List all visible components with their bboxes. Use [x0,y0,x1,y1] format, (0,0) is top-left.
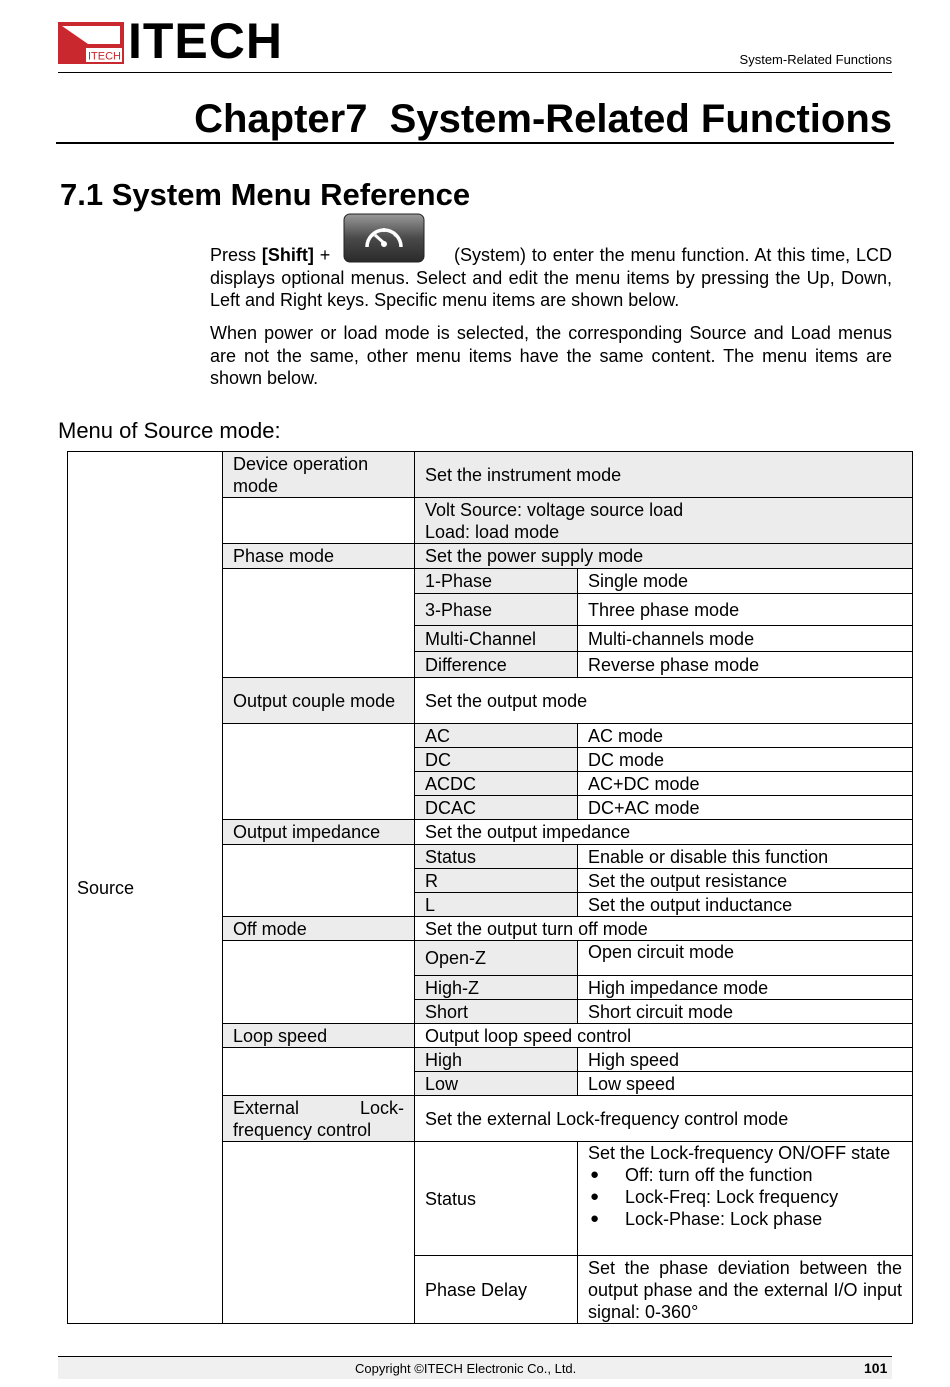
couple-opt-desc: DC+AC mode [578,796,913,820]
phase-opt: 1-Phase [415,569,578,594]
itech-logo-mark [58,22,124,64]
intro-paragraph-2: When power or load mode is selected, the corresponding Source and Load menus are not the same, other menu items have the same content. The menu items are shown below. [210,323,892,388]
couple-opt: AC [415,724,578,748]
header-section-title: System-Related Functions [739,52,892,67]
loop-opt: Low [415,1072,578,1096]
impedance-opt: Status [415,845,578,869]
device-op-desc: Set the instrument mode [415,452,913,498]
impedance-opt: L [415,893,578,917]
phase-opt-desc: Multi-channels mode [578,626,913,652]
lock-bullet-list [588,1164,902,1230]
section-title: 7.1 System Menu Reference [60,177,471,212]
chapter-title: Chapter7 System-Related Functions [194,97,892,141]
intro-press: Press [210,245,262,265]
page-number: 101 [864,1360,888,1376]
lock-label: External Lock- frequency control [223,1096,415,1142]
lock-desc: Set the external Lock-frequency control mode [415,1096,913,1142]
couple-opt: ACDC [415,772,578,796]
loop-opt-desc: High speed [578,1048,913,1072]
phase-opt: Difference [415,652,578,678]
off-opt-desc: Short circuit mode [578,1000,913,1024]
impedance-spacer [223,845,415,917]
couple-desc: Set the output mode [415,678,913,724]
loop-opt-desc: Low speed [578,1072,913,1096]
off-opt-desc: Open circuit mode [578,941,913,976]
phase-desc: Set the power supply mode [415,544,913,569]
couple-spacer [223,724,415,820]
couple-label: Output couple mode [223,678,415,724]
phase-spacer [223,569,415,678]
lock-bullet: ● Off: turn off the function [588,1164,902,1186]
couple-opt: DCAC [415,796,578,820]
couple-opt-desc: DC mode [578,748,913,772]
phase-opt-desc: Single mode [578,569,913,594]
lock-spacer [223,1142,415,1324]
couple-opt-desc: AC+DC mode [578,772,913,796]
off-spacer [223,941,415,1024]
impedance-opt-desc: Set the output resistance [578,869,913,893]
loop-opt: High [415,1048,578,1072]
phase-opt-desc: Three phase mode [578,594,913,626]
phase-label: Phase mode [223,544,415,569]
shift-key-text: [Shift] [261,245,314,265]
intro-plus: + [313,245,337,265]
header-rule [58,72,892,73]
phase-opt: Multi-Channel [415,626,578,652]
off-opt: Short [415,1000,578,1024]
off-opt: Open-Z [415,941,578,976]
phase-opt: 3-Phase [415,594,578,626]
off-opt: High-Z [415,976,578,1000]
intro-paragraph-1 [210,244,892,312]
impedance-opt: R [415,869,578,893]
couple-opt-desc: AC mode [578,724,913,748]
phase-delay-label: Phase Delay [415,1256,578,1324]
footer-copyright: Copyright ©ITECH Electronic Co., Ltd. [355,1361,577,1376]
lock-bullet: ● Lock-Phase: Lock phase [588,1208,902,1230]
off-desc: Set the output turn off mode [415,917,913,941]
system-key-icon [343,213,425,263]
lock-bullet: ● Lock-Freq: Lock frequency [588,1186,902,1208]
device-op-opt2: Load: load mode [425,521,560,542]
impedance-label: Output impedance [223,820,415,845]
chapter-rule [56,142,894,144]
phase-delay-desc: Set the phase deviation between the output phase and the external I/O input signal: 0-360° [578,1256,913,1324]
off-label: Off mode [223,917,415,941]
impedance-opt-desc: Set the output inductance [578,893,913,917]
intro-rest: (System) to enter the menu function. At this time, LCD displays optional menus. Select and edit the menu items by pressing the Up, Down, Left and Right keys. Specific menu items are shown below. [210,245,893,310]
lock-status-desc-text: Set the Lock-frequency ON/OFF state [588,1143,891,1163]
source-root-cell: Source [68,452,223,1324]
lock-status-desc [578,1142,913,1256]
device-op-options [415,498,913,544]
impedance-desc: Set the output impedance [415,820,913,845]
itech-logo-text: ITECH [128,13,283,69]
logo-mark-text: ITECH [88,50,121,63]
source-menu-table [67,451,913,1324]
phase-opt-desc: Reverse phase mode [578,652,913,678]
loop-spacer [223,1048,415,1096]
loop-desc: Output loop speed control [415,1024,913,1048]
impedance-opt-desc: Enable or disable this function [578,845,913,869]
loop-label: Loop speed [223,1024,415,1048]
off-opt-desc: High impedance mode [578,976,913,1000]
device-op-opt1: Volt Source: voltage source load [425,499,684,520]
lock-status: Status [415,1142,578,1256]
menu-heading: Menu of Source mode: [58,418,281,443]
device-op-spacer [223,498,415,544]
couple-opt: DC [415,748,578,772]
device-op-label: Device operation mode [223,452,415,498]
